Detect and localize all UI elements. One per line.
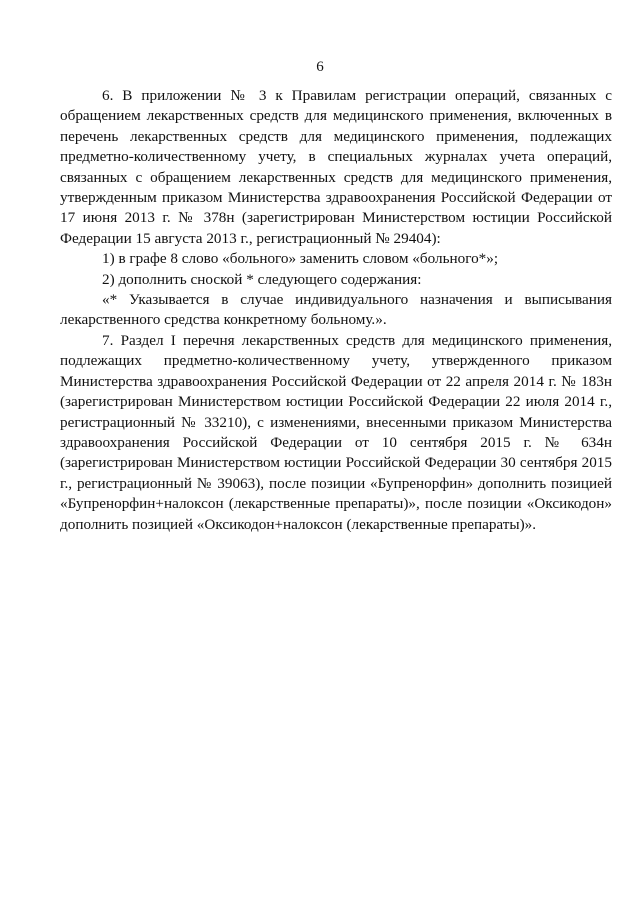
paragraph-item-7: 7. Раздел I перечня лекарственных средств для медицинского применения, подлежащих предметно-количественному учету, утвержденного приказом Министерства здравоохранения Российской Федерации от 22 апреля 2014 г. № 183н (зарегистрирован Министерством юстиции Российской Федерации 22 июля 2014 г., регистрационный № 33210), с изменениями, внесенными приказом Министерства здравоохранения Российской Федерации от 10 сентября 2015 г. № 634н (зарегистрирован Министерством юстиции Российской Федерации 30 сентября 2015 г., регистрационный № 39063), после позиции «Бупренорфин» дополнить позицией «Бупренорфин+налоксон (лекарственные препараты)», после позиции «Оксикодон» дополнить позицией «Оксикодон+налоксон (лекарственные препараты)». xyxy=(60,331,612,533)
subitem-2-footnote: 2) дополнить сноской * следующего содержания: xyxy=(102,270,422,288)
document-body xyxy=(60,86,612,535)
paragraph-item-6: 6. В приложении № 3 к Правилам регистрации операций, связанных с обращением лекарственных средств для медицинского применения, включенных в перечень лекарственных средств для медицинского применения, подлежащих предметно-количественному учету, в специальных журналах учета операций, связанных с обращением лекарственных средств для медицинского применения, утвержденным приказом Министерства здравоохранения Российской Федерации от 17 июня 2013 г. № 378н (зарегистрирован Министерством юстиции Российской Федерации 15 августа 2013 г., регистрационный № 29404): xyxy=(60,87,612,247)
page-number: 6 xyxy=(316,59,324,75)
footnote-text-quote: «* Указывается в случае индивидуального назначения и выписывания лекарственного средства конкретному больному.». xyxy=(60,291,612,329)
subitem-1-graph-8: 1) в графе 8 слово «больного» заменить словом «больного*»; xyxy=(102,250,499,268)
